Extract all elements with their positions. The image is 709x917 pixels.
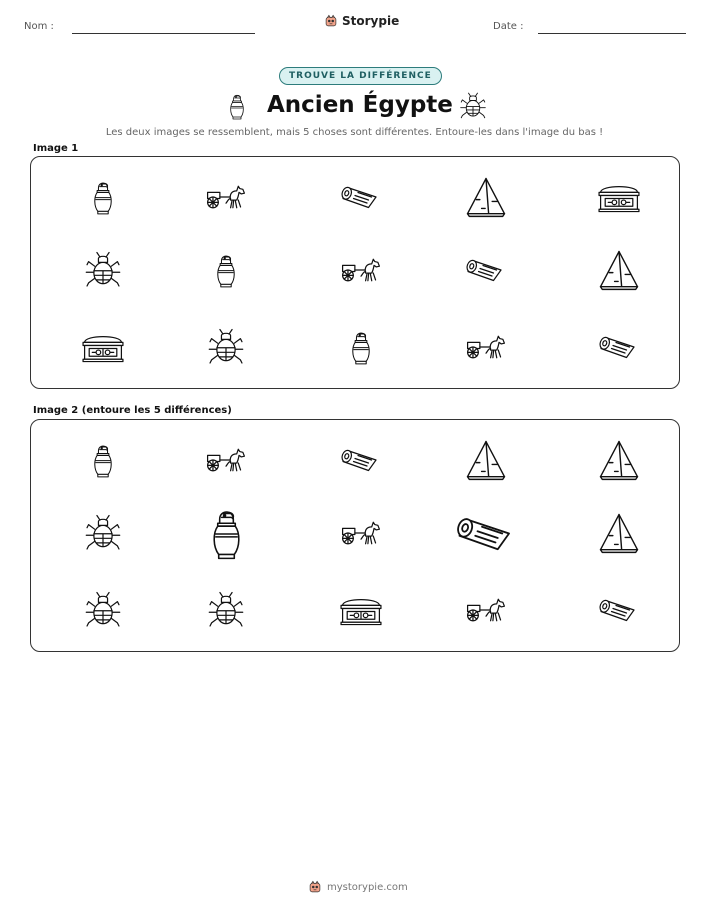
pyramid-icon[interactable] (456, 167, 516, 227)
treasure-chest-icon[interactable] (589, 167, 649, 227)
scroll-icon[interactable] (331, 430, 391, 490)
scarab-icon[interactable] (196, 580, 256, 640)
chariot-icon[interactable] (456, 317, 516, 377)
chariot-icon[interactable] (196, 167, 256, 227)
activity-badge: TROUVE LA DIFFÉRENCE (279, 67, 442, 85)
canopic-jar-icon[interactable] (196, 240, 256, 300)
scroll-icon[interactable] (331, 167, 391, 227)
image1-label: Image 1 (33, 143, 79, 154)
chariot-icon[interactable] (331, 503, 391, 563)
scarab-icon[interactable] (73, 580, 133, 640)
image1-panel (30, 156, 680, 389)
scroll-icon[interactable] (589, 317, 649, 377)
title-scarab-icon (459, 92, 487, 120)
storypie-logo-icon (324, 14, 338, 28)
scroll-icon[interactable] (456, 503, 516, 563)
chariot-icon[interactable] (331, 240, 391, 300)
name-field[interactable] (72, 33, 255, 34)
scroll-icon[interactable] (589, 580, 649, 640)
chariot-icon[interactable] (456, 580, 516, 640)
name-label: Nom : (24, 21, 54, 32)
page-title: Ancien Égypte (267, 92, 453, 118)
pyramid-icon[interactable] (589, 240, 649, 300)
scarab-icon[interactable] (196, 317, 256, 377)
pyramid-icon[interactable] (589, 430, 649, 490)
brand (324, 14, 399, 28)
footer (308, 880, 408, 894)
footer-logo-icon (308, 880, 322, 894)
pyramid-icon[interactable] (456, 430, 516, 490)
title-jar-icon (226, 91, 248, 121)
treasure-chest-icon[interactable] (331, 580, 391, 640)
chariot-icon[interactable] (196, 430, 256, 490)
pyramid-icon[interactable] (589, 503, 649, 563)
instructions: Les deux images se ressemblent, mais 5 choses sont différentes. Entoure-les dans l'image du bas ! (105, 127, 604, 138)
canopic-jar-icon[interactable] (196, 503, 256, 563)
brand-name: Storypie (342, 14, 400, 28)
footer-site[interactable]: mystorypie.com (327, 881, 408, 893)
scarab-icon[interactable] (73, 240, 133, 300)
image2-panel (30, 419, 680, 652)
scarab-icon[interactable] (73, 503, 133, 563)
image2-label: Image 2 (entoure les 5 différences) (33, 405, 232, 416)
canopic-jar-icon[interactable] (73, 167, 133, 227)
treasure-chest-icon[interactable] (73, 317, 133, 377)
canopic-jar-icon[interactable] (73, 430, 133, 490)
canopic-jar-icon[interactable] (331, 317, 391, 377)
date-field[interactable] (538, 33, 686, 34)
date-label: Date : (493, 21, 524, 32)
scroll-icon[interactable] (456, 240, 516, 300)
